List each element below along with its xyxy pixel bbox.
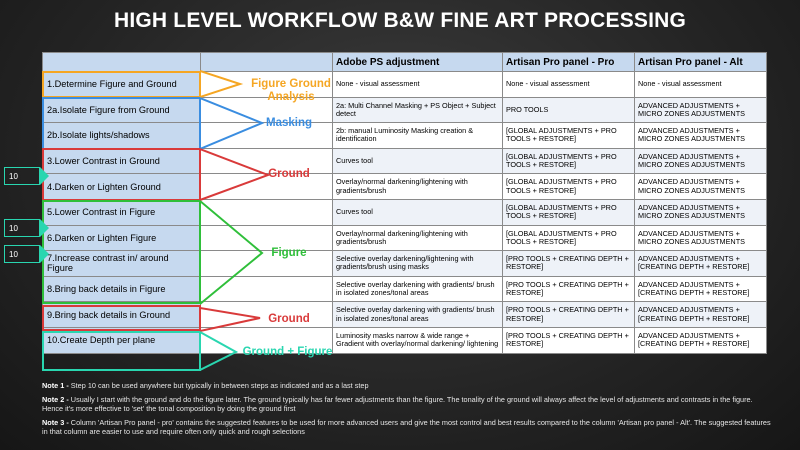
alt-cell: ADVANCED ADJUSTMENTS + MICRO ZONES ADJUSTMENTS	[635, 199, 767, 225]
table-row	[43, 148, 767, 174]
masking-label: Masking	[265, 117, 312, 129]
alt-cell: ADVANCED ADJUSTMENTS + MICRO ZONES ADJUSTMENTS	[635, 148, 767, 174]
pro-cell: None - visual assessment	[503, 72, 635, 98]
ps-cell: Selective overlay darkening with gradients/ brush in isolated zones/tonal areas	[333, 276, 503, 302]
table-row	[43, 225, 767, 251]
ps-cell: None - visual assessment	[333, 72, 503, 98]
table-row	[43, 199, 767, 225]
pro-cell: [PRO TOOLS + CREATING DEPTH + RESTORE]	[503, 276, 635, 302]
ps-cell: 2a: Multi Channel Masking + PS Object + Subject detect	[333, 97, 503, 123]
pro-cell: [GLOBAL ADJUSTMENTS + PRO TOOLS + RESTORE]	[503, 148, 635, 174]
step-cell: 2a.Isolate Figure from Ground	[43, 97, 201, 123]
note-2	[42, 395, 772, 414]
pro-cell: [GLOBAL ADJUSTMENTS + PRO TOOLS + RESTORE]	[503, 123, 635, 149]
ps-cell: Selective overlay darkening/lightening with gradients/brush using masks	[333, 251, 503, 277]
alt-cell: ADVANCED ADJUSTMENTS + [CREATING DEPTH + RESTORE]	[635, 302, 767, 328]
ground-label: Ground	[268, 168, 310, 180]
pro-cell: [GLOBAL ADJUSTMENTS + PRO TOOLS + RESTORE]	[503, 225, 635, 251]
ps-cell: Overlay/normal darkening/lightening with gradients/brush	[333, 174, 503, 200]
alt-cell: ADVANCED ADJUSTMENTS + [CREATING DEPTH + RESTORE]	[635, 276, 767, 302]
table-row	[43, 276, 767, 302]
ps-cell: Luminosity masks narrow & wide range + Gradient with overlay/normal darkening/ lightening	[333, 327, 503, 353]
pro-cell: PRO TOOLS	[503, 97, 635, 123]
note-1	[42, 381, 772, 391]
column-header-group	[201, 53, 333, 72]
step10-marker-arrow	[40, 167, 49, 185]
pro-cell: [PRO TOOLS + CREATING DEPTH + RESTORE]	[503, 327, 635, 353]
step-cell: 3.Lower Contrast in Ground	[43, 148, 201, 174]
alt-cell: ADVANCED ADJUSTMENTS + [CREATING DEPTH + RESTORE]	[635, 327, 767, 353]
step-cell: 8.Bring back details in Figure	[43, 276, 201, 302]
page-title: HIGH LEVEL WORKFLOW B&W FINE ART PROCESSING	[113, 9, 687, 32]
note-label: Note 2 -	[42, 394, 69, 404]
ground-figure-label: Ground + Figure	[242, 346, 333, 358]
step-cell: 2b.Isolate lights/shadows	[43, 123, 201, 149]
table-header-row	[43, 53, 767, 72]
figure-ground-label-line1: Figure Ground	[251, 78, 331, 90]
figure-ground-label	[244, 78, 338, 104]
ps-cell: 2b: manual Luminosity Masking creation & identification	[333, 123, 503, 149]
table-row	[43, 174, 767, 200]
column-header-ps: Adobe PS adjustment	[333, 53, 503, 72]
note-label: Note 1 -	[42, 381, 69, 390]
step10-marker: 10	[4, 219, 40, 237]
step-cell: 10.Create Depth per plane	[43, 327, 201, 353]
pro-cell: [PRO TOOLS + CREATING DEPTH + RESTORE]	[503, 302, 635, 328]
step-cell: 9.Bring back details in Ground	[43, 302, 201, 328]
table-row	[43, 123, 767, 149]
step10-marker-arrow	[40, 219, 49, 237]
group-cell	[201, 199, 333, 225]
ps-cell: Curves tool	[333, 148, 503, 174]
alt-cell: ADVANCED ADJUSTMENTS + MICRO ZONES ADJUSTMENTS	[635, 225, 767, 251]
alt-cell: ADVANCED ADJUSTMENTS + MICRO ZONES ADJUSTMENTS	[635, 174, 767, 200]
note-text: Usually I start with the ground and do the figure later. The ground typically has far fewer adjustments than the figure. The tonality of the ground will always affect the level of adjustments and contrasts in the figure. Hence it's more effective to 'set' the tonal composition by doing the ground first	[42, 394, 753, 414]
note-text: Step 10 can be used anywhere but typically in between steps as indicated and as a last step	[68, 381, 369, 390]
figure-ground-label-line2: Analysis	[267, 91, 315, 103]
alt-cell: ADVANCED ADJUSTMENTS + [CREATING DEPTH + RESTORE]	[635, 251, 767, 277]
group-cell	[201, 276, 333, 302]
column-header-pro: Artisan Pro panel - Pro	[503, 53, 635, 72]
ground2-label: Ground	[268, 313, 310, 325]
note-text: Column 'Artisan Pro panel - pro' contains the suggested features to be used for more advanced users and give the most control and best results compared to the column 'Artisan pro panel - Alt'. The suggested features in that column are easier to use and require often only quick and rough selections	[42, 417, 771, 437]
ps-cell: Curves tool	[333, 199, 503, 225]
column-header-alt: Artisan Pro panel - Alt	[635, 53, 767, 72]
step10-marker: 10	[4, 167, 40, 185]
notes-section	[42, 381, 772, 441]
table-row	[43, 72, 767, 98]
step-cell: 7.Increase contrast in/ around Figure	[43, 251, 201, 277]
alt-cell: None - visual assessment	[635, 72, 767, 98]
step-cell: 6.Darken or Lighten Figure	[43, 225, 201, 251]
step-cell: 4.Darken or Lighten Ground	[43, 174, 201, 200]
table-row	[43, 302, 767, 328]
note-3	[42, 418, 772, 437]
figure-label: Figure	[271, 247, 307, 259]
alt-cell: ADVANCED ADJUSTMENTS + MICRO ZONES ADJUSTMENTS	[635, 97, 767, 123]
step10-marker-arrow	[40, 245, 49, 263]
note-label: Note 3 -	[42, 417, 69, 427]
step10-marker: 10	[4, 245, 40, 263]
pro-cell: [GLOBAL ADJUSTMENTS + PRO TOOLS + RESTORE]	[503, 174, 635, 200]
step-cell: 1.Determine Figure and Ground	[43, 72, 201, 98]
table-row	[43, 251, 767, 277]
ps-cell: Overlay/normal darkening/lightening with gradients/brush	[333, 225, 503, 251]
pro-cell: [PRO TOOLS + CREATING DEPTH + RESTORE]	[503, 251, 635, 277]
ps-cell: Selective overlay darkening with gradients/ brush in isolated zones/tonal areas	[333, 302, 503, 328]
column-header-step	[43, 53, 201, 72]
table-row	[43, 327, 767, 353]
workflow-table	[42, 52, 767, 354]
alt-cell: ADVANCED ADJUSTMENTS + MICRO ZONES ADJUSTMENTS	[635, 123, 767, 149]
step-cell: 5.Lower Contrast in Figure	[43, 199, 201, 225]
pro-cell: [GLOBAL ADJUSTMENTS + PRO TOOLS + RESTORE]	[503, 199, 635, 225]
table-row	[43, 97, 767, 123]
